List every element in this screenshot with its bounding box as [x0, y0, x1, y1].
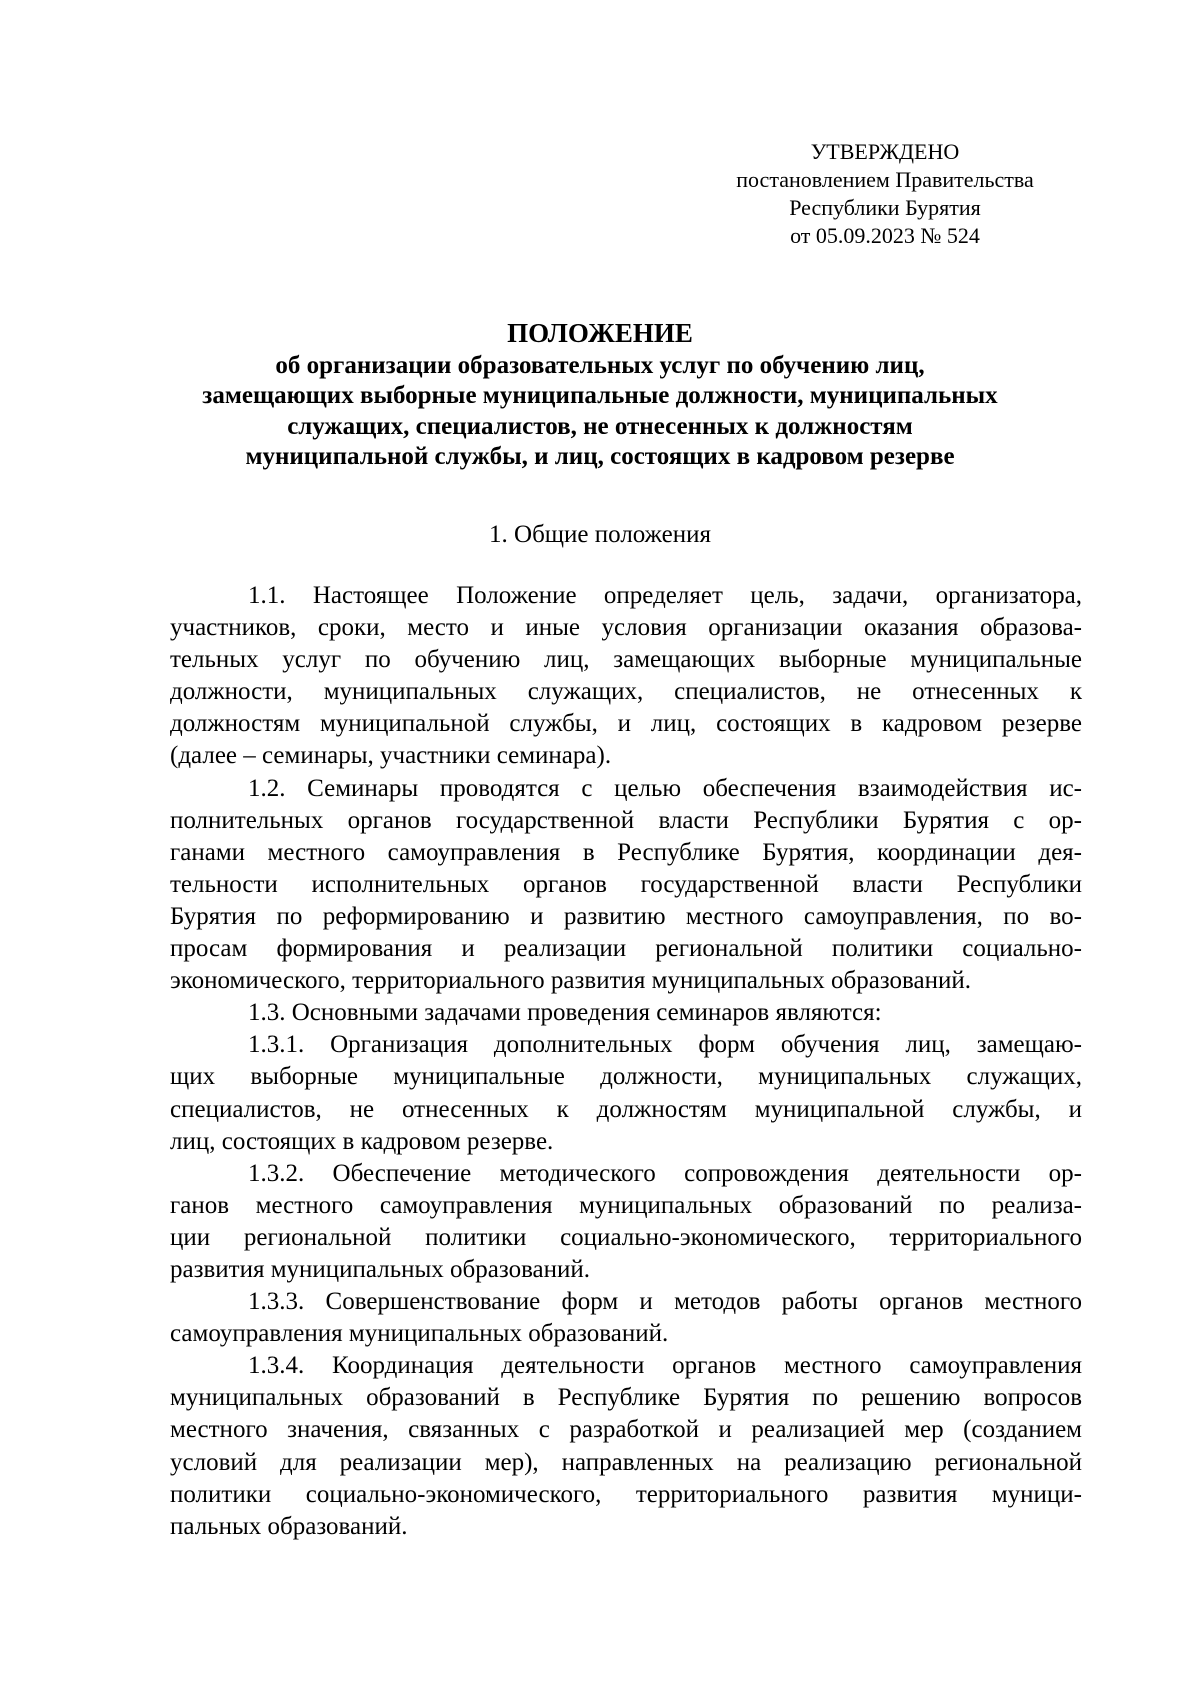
paragraph-1-3-2	[170, 1158, 1082, 1286]
section-heading: 1. Общие положения	[489, 521, 711, 548]
text-line: должностям муниципальной службы, и лиц, состоящих в кадровом резерве	[170, 710, 1082, 738]
approval-stamp	[715, 138, 1055, 250]
text-line: просам формирования и реализации региональной политики социально-	[170, 935, 1082, 963]
text-line: участников, сроки, место и иные условия организации оказания образова-	[170, 614, 1082, 642]
paragraph-1-3-1	[170, 1029, 1082, 1157]
text-line: 1.1. Настоящее Положение определяет цель, задачи, организатора,	[248, 582, 1082, 609]
text-line: щих выборные муниципальные должности, муниципальных служащих,	[170, 1063, 1082, 1091]
text-line: 1.2. Семинары проводятся с целью обеспечения взаимодействия ис-	[248, 774, 1082, 802]
text-line: развития муниципальных образований.	[170, 1255, 591, 1283]
text-line: Бурятия по реформированию и развитию местного самоуправления, по во-	[170, 902, 1082, 930]
document-subtitle-line: замещающих выборные муниципальные должности, муниципальных	[202, 382, 998, 409]
text-line: местного значения, связанных с разработкой и реализацией мер (созданием	[170, 1416, 1082, 1444]
document-subtitle-line: служащих, специалистов, не отнесенных к должностям	[287, 412, 913, 440]
approval-line-decree: постановлением Правительства	[736, 167, 1034, 192]
text-line: 1.3.2. Обеспечение методического сопровождения деятельности ор-	[248, 1159, 1082, 1187]
text-line: муниципальных образований в Республике Бурятия по решению вопросов	[170, 1384, 1082, 1412]
document-title-block	[150, 318, 1050, 473]
paragraph-1-3-4	[170, 1350, 1082, 1543]
paragraph-1-1	[170, 580, 1082, 773]
approval-line-approved: УТВЕРЖДЕНО	[810, 139, 960, 164]
text-line: самоуправления муниципальных образований.	[170, 1320, 669, 1348]
text-line: (далее – семинары, участники семинара).	[170, 742, 612, 770]
text-line: тельности исполнительных органов государственной власти Республики	[170, 870, 1082, 898]
text-line: ции региональной политики социально-экономического, территориального	[170, 1223, 1082, 1251]
text-line: ганами местного самоуправления в Республике Бурятия, координации дея-	[170, 838, 1082, 866]
text-line: 1.3.4. Координация деятельности органов местного самоуправления	[248, 1352, 1082, 1380]
text-line: пальных образований.	[170, 1512, 408, 1540]
text-line: 1.3. Основными задачами проведения семинаров являются:	[248, 999, 882, 1027]
text-line: специалистов, не отнесенных к должностям муниципальной службы, и	[170, 1095, 1082, 1123]
document-title: ПОЛОЖЕНИЕ	[507, 318, 693, 348]
document-body	[170, 580, 1082, 1543]
approval-line-republic: Республики Бурятия	[789, 195, 981, 220]
text-line: экономического, территориального развития муниципальных образований.	[170, 967, 971, 995]
text-line: ганов местного самоуправления муниципальных образований по реализа-	[170, 1191, 1082, 1219]
paragraph-1-2	[170, 773, 1082, 998]
document-subtitle-line: об организации образовательных услуг по обучению лиц,	[275, 351, 925, 379]
approval-line-date-number: от 05.09.2023 № 524	[790, 223, 980, 248]
document-subtitle-line: муниципальной службы, и лиц, состоящих в кадровом резерве	[245, 443, 955, 470]
text-line: 1.3.1. Организация дополнительных форм обучения лиц, замещаю-	[248, 1031, 1082, 1059]
text-line: полнительных органов государственной власти Республики Бурятия с ор-	[170, 806, 1082, 834]
text-line: политики социально-экономического, территориального развития муници-	[170, 1480, 1082, 1508]
text-line: условий для реализации мер), направленных на реализацию региональной	[170, 1448, 1082, 1476]
text-line: должности, муниципальных служащих, специалистов, не отнесенных к	[170, 678, 1082, 706]
paragraph-1-3-3	[170, 1286, 1082, 1350]
text-line: 1.3.3. Совершенствование форм и методов работы органов местного	[248, 1288, 1082, 1316]
paragraph-1-3	[170, 997, 1082, 1029]
text-line: лиц, состоящих в кадровом резерве.	[170, 1127, 554, 1155]
text-line: тельных услуг по обучению лиц, замещающих выборные муниципальные	[170, 646, 1082, 674]
